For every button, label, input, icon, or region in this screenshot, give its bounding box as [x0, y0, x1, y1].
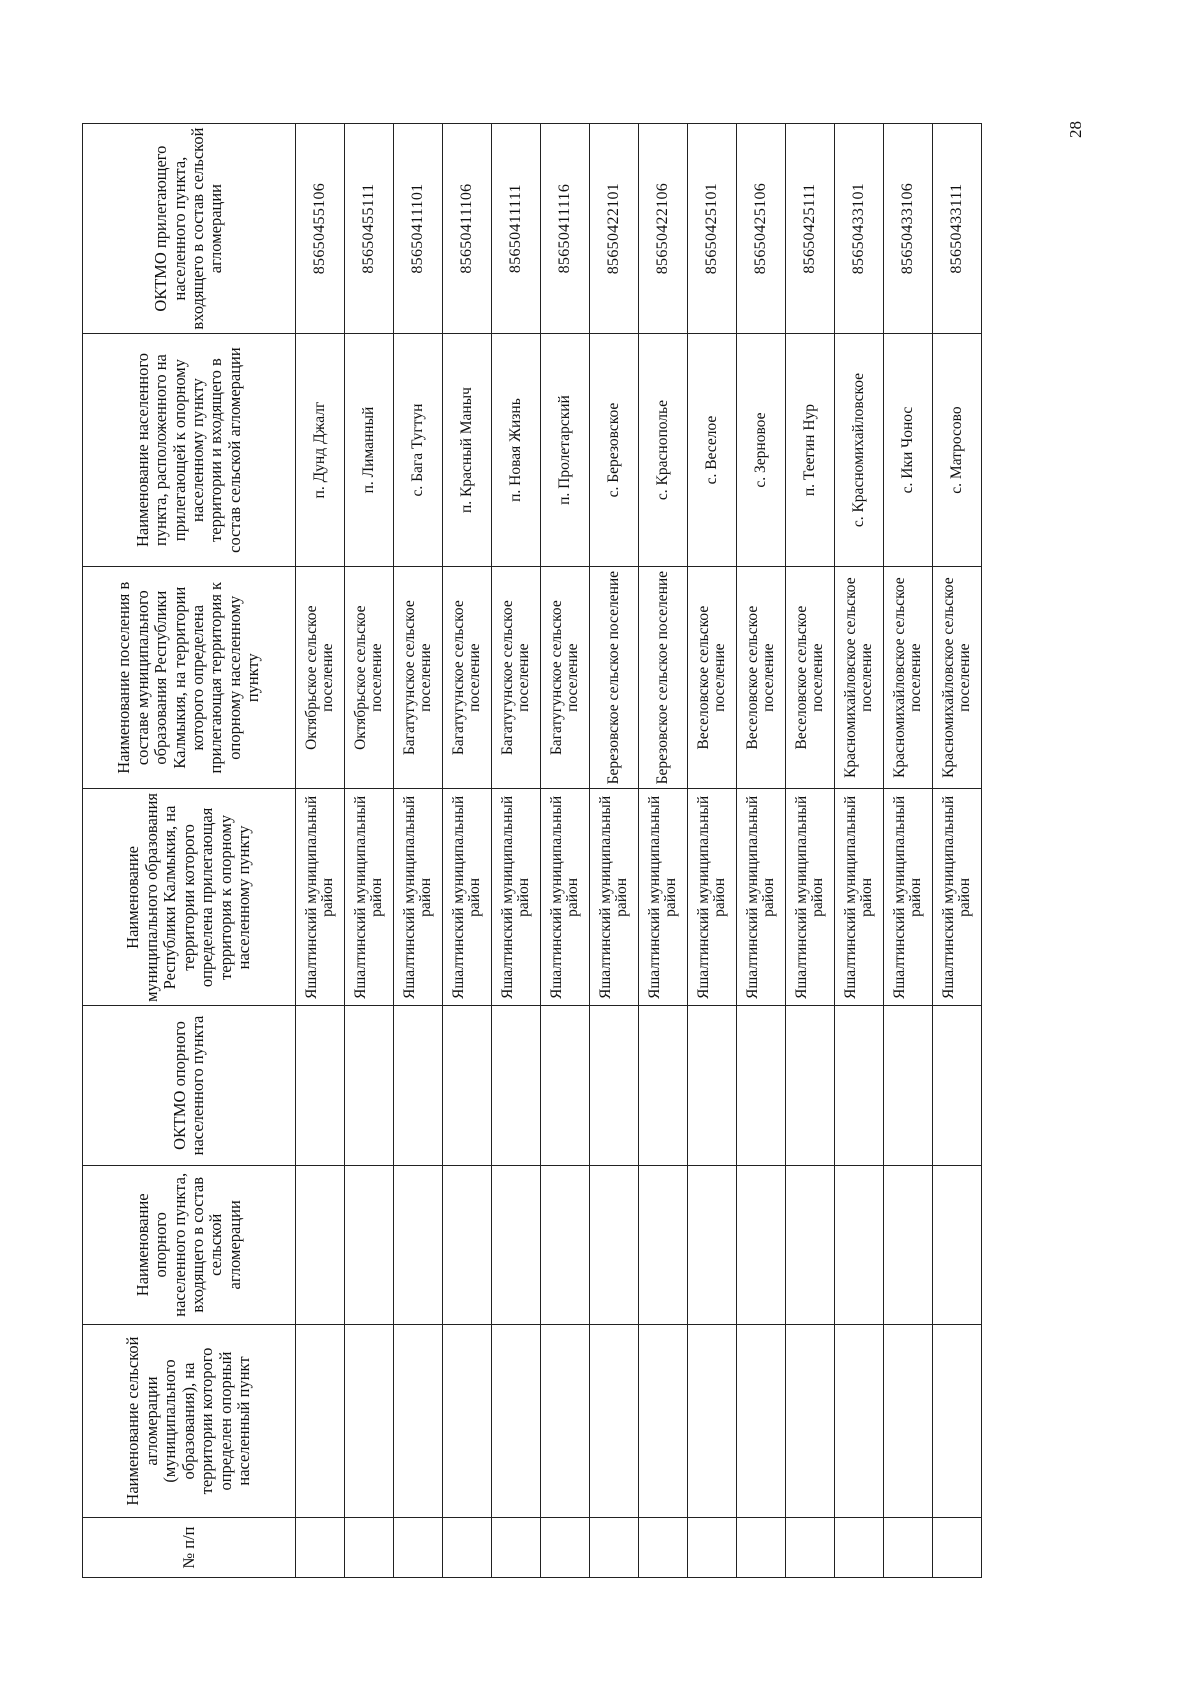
table-row [884, 124, 933, 1578]
cell-adjacent-settlement: п. Пролетарский [541, 334, 590, 567]
cell-core-oktmo [835, 1006, 884, 1165]
cell-adjacent-oktmo: 85650425106 [737, 124, 786, 334]
cell-agglomeration [345, 1324, 394, 1517]
cell-num [590, 1518, 639, 1578]
cell-core-settlement [394, 1165, 443, 1324]
cell-adjacent-settlement: с. Ики Чонос [884, 334, 933, 567]
cell-core-oktmo [737, 1006, 786, 1165]
cell-adjacent-settlement: с. Веселое [688, 334, 737, 567]
page-number: 28 [1066, 121, 1085, 138]
cell-core-oktmo [443, 1006, 492, 1165]
cell-core-settlement [737, 1165, 786, 1324]
cell-settlement-body: Красномихайловское сельское поселение [884, 566, 933, 789]
cell-core-settlement [835, 1165, 884, 1324]
cell-agglomeration [737, 1324, 786, 1517]
cell-municipality: Яшалтинский муниципальный район [737, 789, 786, 1006]
cell-core-oktmo [639, 1006, 688, 1165]
header-core-settlement: Наименование опорного населенного пункта, входящего в состав сельской агломерации [83, 1165, 296, 1324]
cell-settlement-body: Багатугунское сельское поселение [443, 566, 492, 789]
cell-municipality: Яшалтинский муниципальный район [786, 789, 835, 1006]
cell-num [688, 1518, 737, 1578]
cell-num [296, 1518, 345, 1578]
cell-adjacent-settlement: п. Красный Маныч [443, 334, 492, 567]
cell-core-settlement [639, 1165, 688, 1324]
cell-num [541, 1518, 590, 1578]
cell-municipality: Яшалтинский муниципальный район [394, 789, 443, 1006]
rotated-page [82, 123, 982, 1578]
table-row [835, 124, 884, 1578]
header-core-oktmo: ОКТМО опорного населенного пункта [83, 1006, 296, 1165]
cell-core-oktmo [296, 1006, 345, 1165]
cell-settlement-body: Красномихайловское сельское поселение [835, 566, 884, 789]
cell-adjacent-settlement: п. Дунд Джалг [296, 334, 345, 567]
cell-settlement-body: Веселовское сельское поселение [688, 566, 737, 789]
cell-adjacent-oktmo: 85650425101 [688, 124, 737, 334]
cell-agglomeration [933, 1324, 982, 1517]
cell-settlement-body: Березовское сельское поселение [590, 566, 639, 789]
table-row [786, 124, 835, 1578]
header-adjacent-oktmo: ОКТМО прилегающего населенного пункта, входящего в состав сельской агломерации [83, 124, 296, 334]
cell-adjacent-oktmo: 85650422106 [639, 124, 688, 334]
cell-num [786, 1518, 835, 1578]
cell-agglomeration [394, 1324, 443, 1517]
cell-num [345, 1518, 394, 1578]
cell-adjacent-oktmo: 85650411116 [541, 124, 590, 334]
cell-core-oktmo [688, 1006, 737, 1165]
table-row [933, 124, 982, 1578]
cell-adjacent-settlement: п. Лиманный [345, 334, 394, 567]
header-agglomeration: Наименование сельской агломерации (муниципального образования), на территории которого определен опорный населенный пункт [83, 1324, 296, 1517]
cell-agglomeration [590, 1324, 639, 1517]
cell-agglomeration [688, 1324, 737, 1517]
cell-agglomeration [786, 1324, 835, 1517]
cell-adjacent-oktmo: 85650455106 [296, 124, 345, 334]
cell-num [492, 1518, 541, 1578]
cell-settlement-body: Березовское сельское поселение [639, 566, 688, 789]
table-row [296, 124, 345, 1578]
cell-adjacent-settlement: с. Матросово [933, 334, 982, 567]
cell-settlement-body: Красномихайловское сельское поселение [933, 566, 982, 789]
cell-agglomeration [541, 1324, 590, 1517]
cell-settlement-body: Веселовское сельское поселение [786, 566, 835, 789]
cell-core-settlement [933, 1165, 982, 1324]
cell-adjacent-oktmo: 85650411106 [443, 124, 492, 334]
cell-num [933, 1518, 982, 1578]
cell-core-settlement [688, 1165, 737, 1324]
cell-settlement-body: Октябрьское сельское поселение [345, 566, 394, 789]
cell-num [835, 1518, 884, 1578]
cell-adjacent-oktmo: 85650411111 [492, 124, 541, 334]
cell-adjacent-oktmo: 85650425111 [786, 124, 835, 334]
cell-num [639, 1518, 688, 1578]
cell-municipality: Яшалтинский муниципальный район [492, 789, 541, 1006]
table-row [443, 124, 492, 1578]
cell-core-oktmo [933, 1006, 982, 1165]
table-row [737, 124, 786, 1578]
cell-core-oktmo [394, 1006, 443, 1165]
cell-num [737, 1518, 786, 1578]
cell-municipality: Яшалтинский муниципальный район [443, 789, 492, 1006]
cell-adjacent-oktmo: 85650422101 [590, 124, 639, 334]
cell-municipality: Яшалтинский муниципальный район [639, 789, 688, 1006]
cell-core-oktmo [345, 1006, 394, 1165]
cell-municipality: Яшалтинский муниципальный район [296, 789, 345, 1006]
cell-settlement-body: Багатугунское сельское поселение [394, 566, 443, 789]
cell-adjacent-settlement: п. Новая Жизнь [492, 334, 541, 567]
cell-adjacent-settlement: п. Теегин Нур [786, 334, 835, 567]
cell-adjacent-oktmo: 85650433111 [933, 124, 982, 334]
cell-adjacent-oktmo: 85650433106 [884, 124, 933, 334]
cell-municipality: Яшалтинский муниципальный район [345, 789, 394, 1006]
table-row [590, 124, 639, 1578]
cell-core-settlement [443, 1165, 492, 1324]
cell-agglomeration [835, 1324, 884, 1517]
cell-core-oktmo [884, 1006, 933, 1165]
cell-core-settlement [884, 1165, 933, 1324]
cell-core-oktmo [590, 1006, 639, 1165]
table-row [688, 124, 737, 1578]
cell-agglomeration [296, 1324, 345, 1517]
cell-adjacent-oktmo: 85650455111 [345, 124, 394, 334]
header-num: № п/п [83, 1518, 296, 1578]
table-row [541, 124, 590, 1578]
cell-adjacent-settlement: с. Березовское [590, 334, 639, 567]
table-header-row [83, 124, 296, 1578]
agglomeration-table [82, 123, 982, 1578]
table-row [345, 124, 394, 1578]
cell-agglomeration [884, 1324, 933, 1517]
header-adjacent-settlement: Наименование населенного пункта, расположенного на прилегающей к опорному населенному пункту территории и входящего в состав сельской агломерации [83, 334, 296, 567]
cell-settlement-body: Багатугунское сельское поселение [492, 566, 541, 789]
cell-municipality: Яшалтинский муниципальный район [541, 789, 590, 1006]
cell-adjacent-oktmo: 85650433101 [835, 124, 884, 334]
cell-num [394, 1518, 443, 1578]
cell-adjacent-settlement: с. Бага Тугтун [394, 334, 443, 567]
cell-agglomeration [492, 1324, 541, 1517]
header-settlement-body: Наименование поселения в составе муниципального образования Республики Калмыкия, на территории которого определена прилегающая территория к опорному населенному пункту [83, 566, 296, 789]
cell-core-settlement [786, 1165, 835, 1324]
cell-municipality: Яшалтинский муниципальный район [933, 789, 982, 1006]
cell-municipality: Яшалтинский муниципальный район [590, 789, 639, 1006]
header-municipality: Наименование муниципального образования Республики Калмыкия, на территории которого определена прилегающая территория к опорному населенному пункту [83, 789, 296, 1006]
cell-adjacent-settlement: с. Краснополье [639, 334, 688, 567]
cell-settlement-body: Октябрьское сельское поселение [296, 566, 345, 789]
table-body [296, 124, 982, 1578]
cell-municipality: Яшалтинский муниципальный район [835, 789, 884, 1006]
cell-core-settlement [590, 1165, 639, 1324]
cell-agglomeration [639, 1324, 688, 1517]
cell-core-settlement [492, 1165, 541, 1324]
cell-core-oktmo [492, 1006, 541, 1165]
cell-core-settlement [296, 1165, 345, 1324]
cell-core-oktmo [786, 1006, 835, 1165]
cell-settlement-body: Багатугунское сельское поселение [541, 566, 590, 789]
cell-settlement-body: Веселовское сельское поселение [737, 566, 786, 789]
cell-adjacent-settlement: с. Красномихайловское [835, 334, 884, 567]
cell-municipality: Яшалтинский муниципальный район [688, 789, 737, 1006]
cell-core-settlement [541, 1165, 590, 1324]
cell-core-settlement [345, 1165, 394, 1324]
cell-core-oktmo [541, 1006, 590, 1165]
cell-agglomeration [443, 1324, 492, 1517]
cell-adjacent-settlement: с. Зерновое [737, 334, 786, 567]
cell-num [443, 1518, 492, 1578]
cell-adjacent-oktmo: 85650411101 [394, 124, 443, 334]
cell-num [884, 1518, 933, 1578]
table-row [394, 124, 443, 1578]
cell-municipality: Яшалтинский муниципальный район [884, 789, 933, 1006]
table-row [492, 124, 541, 1578]
table-row [639, 124, 688, 1578]
